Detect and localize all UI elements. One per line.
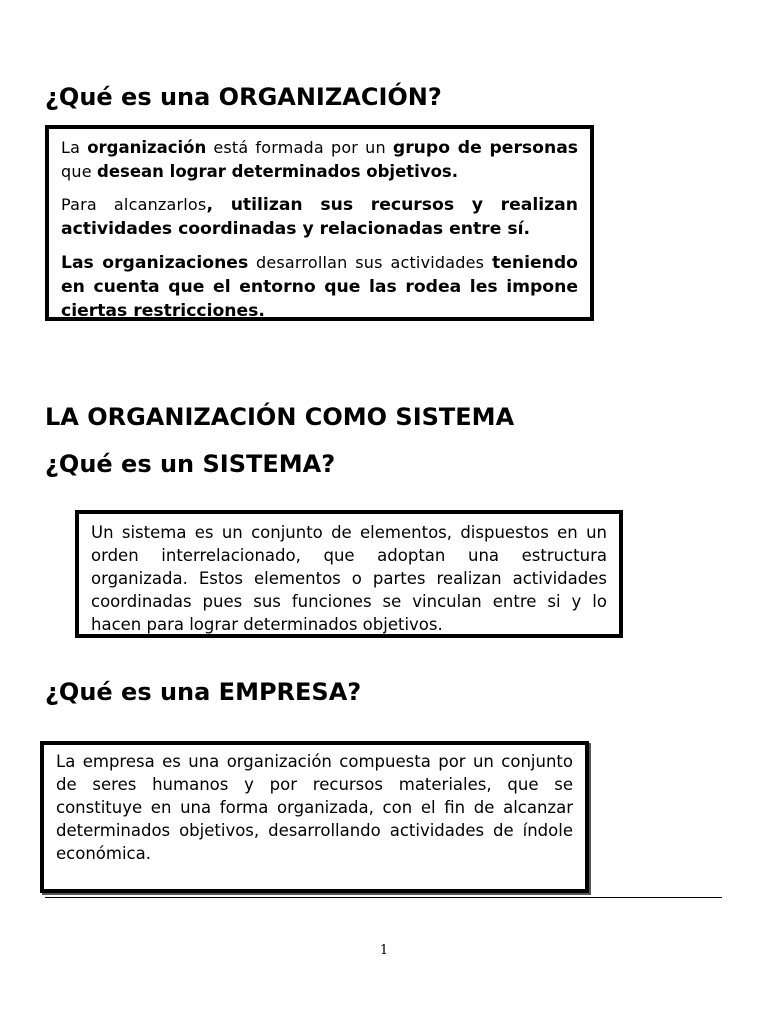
text-run: La xyxy=(61,138,88,157)
text-run-bold: desean lograr determinados objetivos. xyxy=(97,162,459,181)
footer-divider xyxy=(45,897,722,898)
empresa-definition-text: La empresa es una organización compuesta por un conjunto de seres humanos y por recursos materiales, que se constituye en una forma organizada, con el fin de alcanzar determinados objetivos, desarrollando actividades de índole económica. xyxy=(56,752,573,863)
text-run-bold: organización xyxy=(87,138,207,157)
organizacion-paragraph-3 xyxy=(61,251,578,323)
text-run-bold: , utilizan sus recursos y realizan actividades coordinadas y relacionadas entre sí. xyxy=(61,195,579,239)
page-number: 1 xyxy=(379,943,389,958)
organizacion-paragraph-1 xyxy=(61,136,578,183)
section-title-organizacion-como-sistema: LA ORGANIZACIÓN COMO SISTEMA xyxy=(45,403,515,431)
text-run-bold: teniendo en cuenta que el entorno que las rodea les impone ciertas restricciones. xyxy=(61,253,578,321)
text-run: Para alcanzarlos xyxy=(61,195,207,214)
text-run: desarrollan sus actividades xyxy=(248,253,492,272)
text-run-bold: Las organizaciones xyxy=(61,253,249,273)
heading-sistema: ¿Qué es un SISTEMA? xyxy=(45,450,336,478)
text-run: que xyxy=(61,162,98,181)
definition-box-organizacion xyxy=(45,125,594,321)
definition-box-sistema xyxy=(75,510,623,638)
definition-box-empresa xyxy=(40,741,589,893)
text-run-bold: grupo de personas xyxy=(392,138,579,158)
heading-empresa: ¿Qué es una EMPRESA? xyxy=(45,678,362,706)
text-run: está formada por un xyxy=(206,138,393,157)
organizacion-paragraph-2 xyxy=(61,193,578,241)
heading-organizacion: ¿Qué es una ORGANIZACIÓN? xyxy=(45,83,442,111)
sistema-definition-text: Un sistema es un conjunto de elementos, dispuestos en un orden interrelacionado, que adoptan una estructura organizada. Estos elementos o partes realizan actividades coordinadas pues sus funciones se vinculan entre si y lo hacen para lograr determinados objetivos. xyxy=(91,523,607,634)
